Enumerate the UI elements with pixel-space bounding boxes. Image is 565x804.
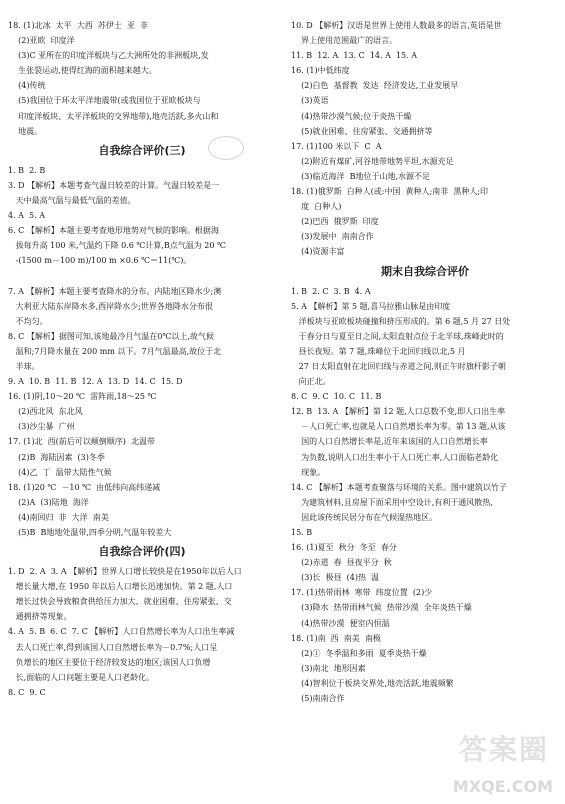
answer-line: 大利亚大陆东岸降水多,西岸降水少;世界各地降水分布很 [8,301,213,311]
answer-line: 界上使用范围最广的语言。 [291,36,398,46]
answer-line: 18. (1)20 ℃ －10 ℃ 由低纬向高纬递减 [8,482,161,492]
answer-line: (2)亚欧 印度洋 [8,36,75,46]
right-column [291,18,559,706]
answer-line: 1. B 2. B [8,165,46,175]
watermark [409,728,559,798]
answer-line [8,268,276,283]
answer-line: 半球。 [8,361,40,371]
answer-line: 14. C 【解析】本题考查聚落与环境的关系。图中建筑以竹子 [291,482,507,492]
answer-line: 温和;7月降水量在 200 mm 以下。7月气温最高,故位于北 [8,346,222,356]
answer-line: 不均匀。 [8,316,48,326]
answer-line: 8. C 9. C [8,687,46,697]
answer-line: 印度洋板块、太平洋板块的交界地带),地壳活跃,多火山和 [8,111,219,121]
answer-line: (3)发展中 南南合作 [291,232,374,242]
answer-line: (3)临近海洋 B地位于山地,水源不足 [291,171,431,181]
answer-line: -(1500 m－100 m)/100 m ×0.6 ℃＝11(℃)。 [8,256,192,266]
answer-line: 拔每升高 100 米,气温约下降 0.6 ℃计算,B点气温为 20 ℃ [8,241,226,251]
answer-line: 负增长的地区主要位于经济较发达的地区;该国人口负增 [8,657,211,667]
answer-line: 为建筑材料,且房屋下面采用中空设计,有利于通风散热, [291,497,493,507]
answer-line: 为负数,说明人口出生率小于人口死亡率,人口面临老龄化 [291,452,499,462]
answer-line: (2)附近有煤矿,河谷地带地势平坦,水源充足 [291,156,454,166]
answer-line: (2)白色 基督教 发达 经济发达,工业发展早 [291,81,459,91]
answer-line: (2)赤道 春 昼夜平分 秋 [291,558,392,568]
answer-line: (5)就业困难、住房紧张、交通拥挤等 [291,126,433,136]
answer-line: (4)乙 丁 温带大陆性气候 [8,467,112,477]
answer-line: (3)长 极昼 (4)热 温 [291,573,380,583]
answer-line: 17. (1)100 米以下 C A [291,141,382,151]
watermark-url: MXQE.COM [452,777,553,796]
answer-line: 于春分日与夏至日之间,太阳直射点位于北半球,珠峰此时的 [291,331,504,341]
answer-line: 度 白种人) [291,202,342,212]
answer-line: (2)B 海陆因素 (3)冬季 [8,452,105,462]
left-column [8,18,276,700]
answer-line: (2)A (3)陆地 海洋 [8,497,89,507]
answer-line: (2)巴西 俄罗斯 印度 [291,217,379,227]
answer-line: 现象。 [291,467,326,477]
section-heading: 自我综合评价(四) [98,545,186,559]
answer-line: 向正北。 [291,377,331,387]
answer-line: 因此该传统民居分布在气候湿热地区。 [291,512,438,522]
answer-line: (5)B B地地处温带,四季分明,气温年较差大 [8,528,172,537]
answer-line: 天中最高气温与最低气温的差值。 [8,195,136,205]
answer-line: －人口死亡率,也就是人口自然增长率为零。第 13 题,从该 [291,422,506,432]
answer-line: 17. (1)北 西(前后可以颠倒顺序) 北温带 [8,437,156,447]
answer-line: 长,面临的人口问题主要是人口老龄化。 [8,672,155,682]
answer-line: (2)① 冬季温和多雨 夏季炎热干燥 [291,648,427,658]
answer-line: 16. (1)夏至 秋分 冬至 春分 [291,543,397,553]
section-heading: 期末自我综合评价 [381,264,469,278]
answer-line: 3. D 【解析】本题考查气温日较差的计算。气温日较差是一 [8,180,220,190]
answer-line: 16. (1)中低纬度 [291,66,350,76]
answer-line: 17. (1)热带雨林 寒带 纬度位置 (2)少 [291,588,433,598]
answer-line: 15. B [291,528,313,537]
answer-line: 16. (1)阴,10～20 ℃ 雷阵雨,18～25 ℃ [8,392,157,402]
watermark-text: 答案圈 [458,733,549,766]
answer-line: 增长过快会导致粮食供给压力加大、就业困难、住房紧张、交 [8,597,232,607]
answer-line: (4)资源丰富 [291,247,345,257]
answer-line: 5. A 【解析】第 5 题,喜马拉雅山脉是由印度 [291,301,451,311]
answer-line: (5)南南合作 [291,694,345,704]
answer-line: 8. C 9. C 10. C 11. B [291,392,382,402]
answer-line: 1. D 2. A 3. A 【解析】世界人口增长较快是在1950年以后人口 [8,567,242,577]
answer-line: (3)英语 [291,96,329,106]
answer-line: 昼长夜短。第 7 题,珠峰位于北回归线以北,5 月 [291,346,466,356]
answer-line: 国的人口自然增长率是,近年来该国的人口自然增长率 [291,437,488,447]
answer-line: 地震。 [8,126,43,136]
answer-line: (4)智利位于板块交界处,地壳活跃,地震频繁 [291,678,454,688]
answer-line: 增长量大增,在 1950 年以后人口增长迅速加快。第 2 题,人口 [8,582,233,592]
answer-line: 4. A 5. B 6. C 7. C 【解析】人口自然增长率为人口出生率减 [8,627,235,637]
answer-line: 18. (1)南 西 南美 南极 [291,633,381,643]
answer-line: 洋板块与亚欧板块碰撞和挤压形成的。第 6 题,5 月 27 日处 [291,316,511,326]
answer-line: (4)热带沙漠 便室内恒温 [291,618,390,628]
answer-line: (3)降水 热带雨林气候 热带沙漠 全年炎热干燥 [291,603,472,613]
answer-line: (3)C 亚所在的印度洋板块与乙大洲所处的非洲板块,发 [8,51,209,61]
answer-line: (2)西北风 东北风 [8,407,83,417]
answer-line: 1. B 2. C 3. B 4. A [291,286,371,296]
answer-line: (4)热带沙漠气候;位于炎热干燥 [291,111,412,121]
answer-line: 6. C 【解析】本题主要考查地形地势对气候的影响。根据海 [8,226,219,236]
answer-line: 8. C 【解析】据图可知,该地最冷月气温在0℃以上,故气候 [8,331,214,341]
answer-line: 12. B 13. A 【解析】第 12 题,人口总数不变,即人口出生率 [291,407,506,417]
answer-line: 11. B 12. A 13. C 14. A 15. A [291,51,418,61]
answer-line: 生张裂运动,使得红海的面积越来越大。 [8,66,157,76]
answer-line: 7. A 【解析】本题主要考查降水的分布。内陆地区降水少;澳 [8,286,222,296]
answer-line: 去人口死亡率,得到该国人口自然增长率为－0.7%;人口呈 [8,642,218,652]
answer-line: 27 日太阳直射在北回归线与赤道之间,则正午时旗杆影子朝 [291,361,506,371]
answer-line: 18. (1)北冰 太平 大西 苏伊士 亚 非 [8,21,149,30]
answer-line: (5)我国位于环太平洋地震带(或我国位于亚欧板块与 [8,96,201,106]
answer-line: (3)南北 地形因素 [291,663,366,673]
answer-line: 18. (1)俄罗斯 白种人(或:中国 黄种人;南非 黑种人;印 [291,187,489,197]
answer-line: 9. A 10. B 11. B 12. A 13. D 14. C 15. D [8,377,183,387]
answer-line: (4)南回归 非 大洋 南美 [8,512,109,522]
answer-line: 10. D 【解析】汉语是世界上使用人数最多的语言,英语是世 [291,21,502,30]
answer-line: 4. A 5. A [8,211,45,221]
answer-line: (3)沙尘暴 广州 [8,422,75,432]
answer-line: (4)传统 [8,81,46,91]
answer-line: 通拥挤等现象。 [8,612,72,622]
section-heading: 自我综合评价(三) [98,143,186,157]
